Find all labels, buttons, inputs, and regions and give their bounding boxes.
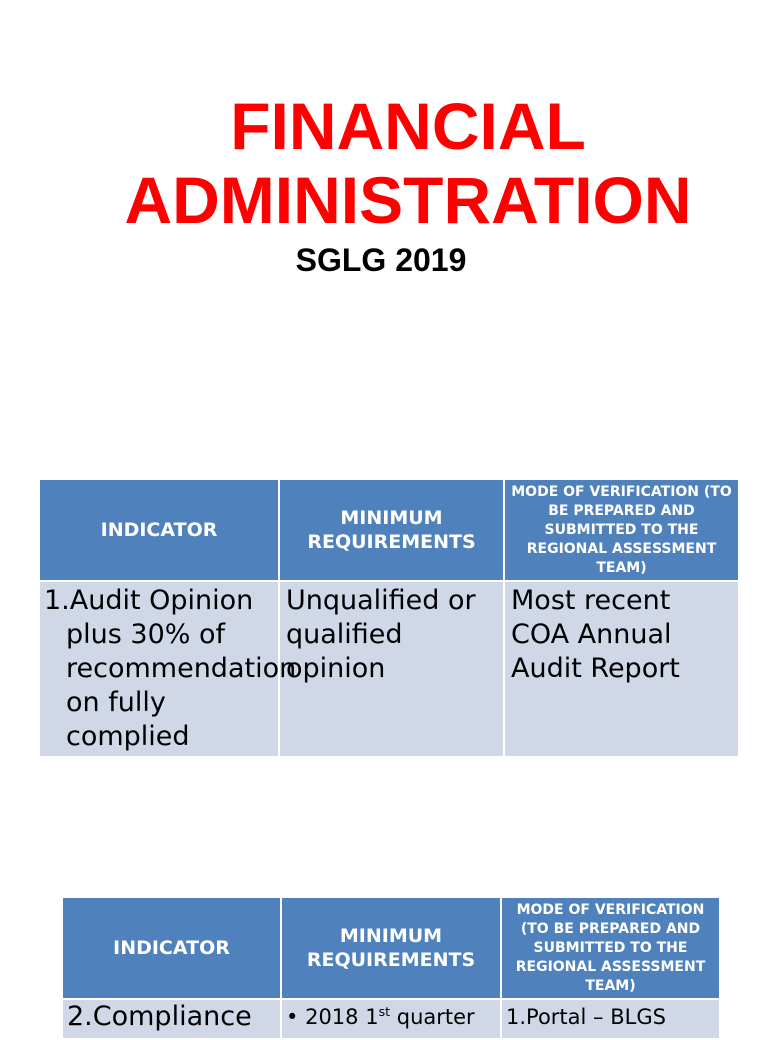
header-indicator: INDICATOR: [39, 479, 279, 581]
table-row: [39, 581, 739, 757]
ordinal-suffix: st: [378, 1004, 391, 1019]
table-header-row: [39, 479, 739, 581]
cell-minimum-requirements: [279, 581, 504, 757]
table-row: [62, 999, 720, 1039]
bullet: •: [286, 1005, 299, 1029]
header-mode-of-verification: MODE OF VERIFICATION (TO BE PREPARED AND SUBMITTED TO THE REGIONAL ASSESSMENT TEAM): [501, 897, 720, 999]
header-indicator: INDICATOR: [62, 897, 281, 999]
cell-minimum-requirements: [281, 999, 501, 1039]
mode-of-verification-text: 1.Portal – BLGS: [506, 1005, 666, 1029]
requirement-period: quarter: [390, 1005, 475, 1029]
cell-mode-of-verification: [504, 581, 739, 757]
cell-mode-of-verification: [501, 999, 720, 1039]
mode-of-verification-text: Most recent COA Annual Audit Report: [511, 585, 680, 684]
header-minimum-requirements: MINIMUM REQUIREMENTS: [281, 897, 501, 999]
indicator-table-1: [38, 478, 740, 758]
table-header-row: [62, 897, 720, 999]
slide-title-line-2: ADMINISTRATION: [124, 163, 692, 237]
header-mode-of-verification: MODE OF VERIFICATION (TO BE PREPARED AND SUBMITTED TO THE REGIONAL ASSESSMENT TEAM): [504, 479, 739, 581]
header-minimum-requirements: MINIMUM REQUIREMENTS: [279, 479, 504, 581]
minimum-requirements-text: Unqualified or qualified opinion: [286, 585, 476, 684]
indicator-text: 2.Compliance: [67, 1001, 252, 1032]
cell-indicator: [39, 581, 297, 757]
indicator-text: 1.Audit Opinion plus 30% of recommendation on fully complied: [44, 585, 297, 752]
slide-subtitle: SGLG 2019: [295, 242, 467, 278]
requirement-year: 2018 1: [305, 1005, 379, 1029]
slide-title-line-1: FINANCIAL: [230, 89, 586, 163]
indicator-table-2: [61, 896, 721, 1040]
cell-indicator: [62, 999, 281, 1039]
minimum-requirements-text: [282, 1000, 500, 1034]
